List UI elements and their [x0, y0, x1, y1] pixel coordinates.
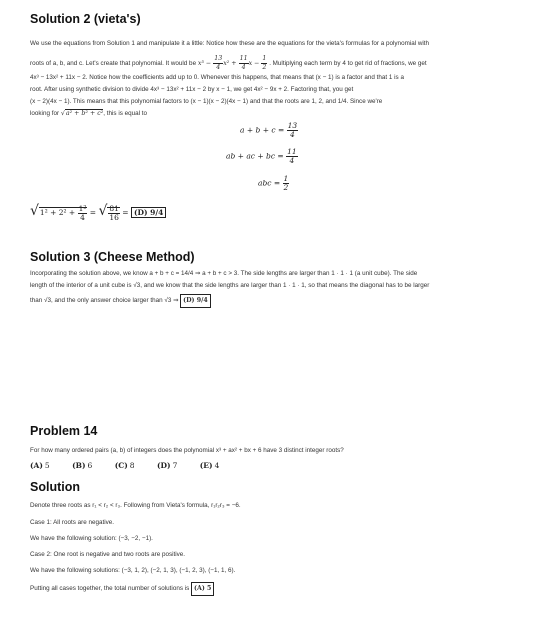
problem14-heading: Problem 14 — [30, 424, 98, 438]
vieta-pair-product-equation: ab + ac + bc = $\frac{11}{4}$ — [226, 147, 297, 165]
cubic-polynomial-expression: x³ − $\frac{13}{4}$ x² + $\frac{11}{4}$ x − $\frac{1}{2}$ — [197, 55, 267, 71]
solution2-paragraph-line1: We use the equations from Solution 1 and manipulate it a little: Notice how these are the equations for the vieta's formulas for a polynomial with — [30, 40, 430, 47]
solution2-paragraph-line2: roots of a, b, and c. Let's create that polynomial. It would be x³ − $\frac{13}{4}$ x² + $\frac{11}{4}$ x − $\frac{1}{2}$ . Multiplying each term by 4 to get rid of fractions, we get — [30, 55, 427, 71]
solution-line3: We have the following solution: (−3, −2, −1). — [30, 535, 153, 542]
solution3-paragraph-line1: Incorporating the solution above, we know a + b + c = 14/4 ⇒ a + b + c > 3. The side lengths are larger than 1 · 1 · 1 (a unit cube). The side — [30, 270, 418, 277]
problem14-statement: For how many ordered pairs (a, b) of integers does the polynomial x³ + ax² + bx + 6 have 3 distinct integer roots? — [30, 447, 344, 454]
solution2-heading: Solution 2 (vieta's) — [30, 12, 141, 26]
vieta-sum-equation: a + b + c = $\frac{13}{4}$ — [240, 121, 298, 139]
solution-line4: Case 2: One root is negative and two roots are positive. — [30, 551, 186, 558]
solution-line1: Denote three roots as r₁ < r₂ < r₃. Following from Vieta's formula, r₁r₂r₃ = −6. — [30, 502, 241, 509]
sqrt-sum-of-squares: √a² + b² + c² — [60, 110, 104, 117]
solution-line5: We have the following solutions: (−3, 1, 2), (−2, 1, 3), (−1, 2, 3), (−1, 1, 6). — [30, 567, 236, 574]
solution-answer-box: (A) 5 — [191, 582, 214, 596]
solution2-answer-box: (D) 9/4 — [131, 207, 166, 218]
solution3-answer-box: (D) 9/4 — [180, 294, 211, 308]
choice-e: (E) 4 — [199, 461, 220, 470]
choice-d: (D) 7 — [156, 461, 178, 470]
solution2-paragraph-line4: root. After using synthetic division to divide 4x³ − 13x² + 11x − 2 by x − 1, we get 4x² − 9x + 2. Factoring that, you get — [30, 86, 354, 93]
choice-a: (A) 5 — [30, 461, 50, 470]
solution3-heading: Solution 3 (Cheese Method) — [30, 250, 195, 264]
vieta-product-equation: abc = $\frac{1}{2}$ — [258, 174, 289, 192]
solution-line6: Putting all cases together, the total number of solutions is (A) 5 — [30, 582, 520, 596]
solution-heading: Solution — [30, 480, 80, 494]
solution3-paragraph-line2: length of the interior of a unit cube is √3, and we know that the side lengths are larger than 1 · 1 · 1, so that means the diagonal has to be larger — [30, 282, 430, 289]
solution2-final-expression: √1² + 2² + $\frac{\text{1²}}{4}$ = √ $\frac{81}{16}$ = (D) 9/4 — [30, 203, 166, 222]
solution2-paragraph-line6: looking for √a² + b² + c², this is equal to — [30, 110, 148, 117]
choice-c: (C) 8 — [114, 461, 135, 470]
solution3-paragraph-line3: than √3, and the only answer choice larger than √3 ⇒ (D) 9/4 — [30, 294, 520, 308]
choice-b: (B) 6 — [72, 461, 93, 470]
problem14-answer-choices — [30, 461, 239, 470]
solution-line2: Case 1: All roots are negative. — [30, 519, 115, 526]
solution2-paragraph-line3: 4x³ − 13x² + 11x − 2. Notice how the coefficients add up to 0. Whenever this happens, that means that (x − 1) is a factor and that 1 is a — [30, 74, 404, 81]
solution2-paragraph-line5: (x − 2)(4x − 1). This means that this polynomial factors to (x − 1)(x − 2)(4x − 1) and that the roots are 1, 2, and 1/4. Since we're — [30, 98, 383, 105]
